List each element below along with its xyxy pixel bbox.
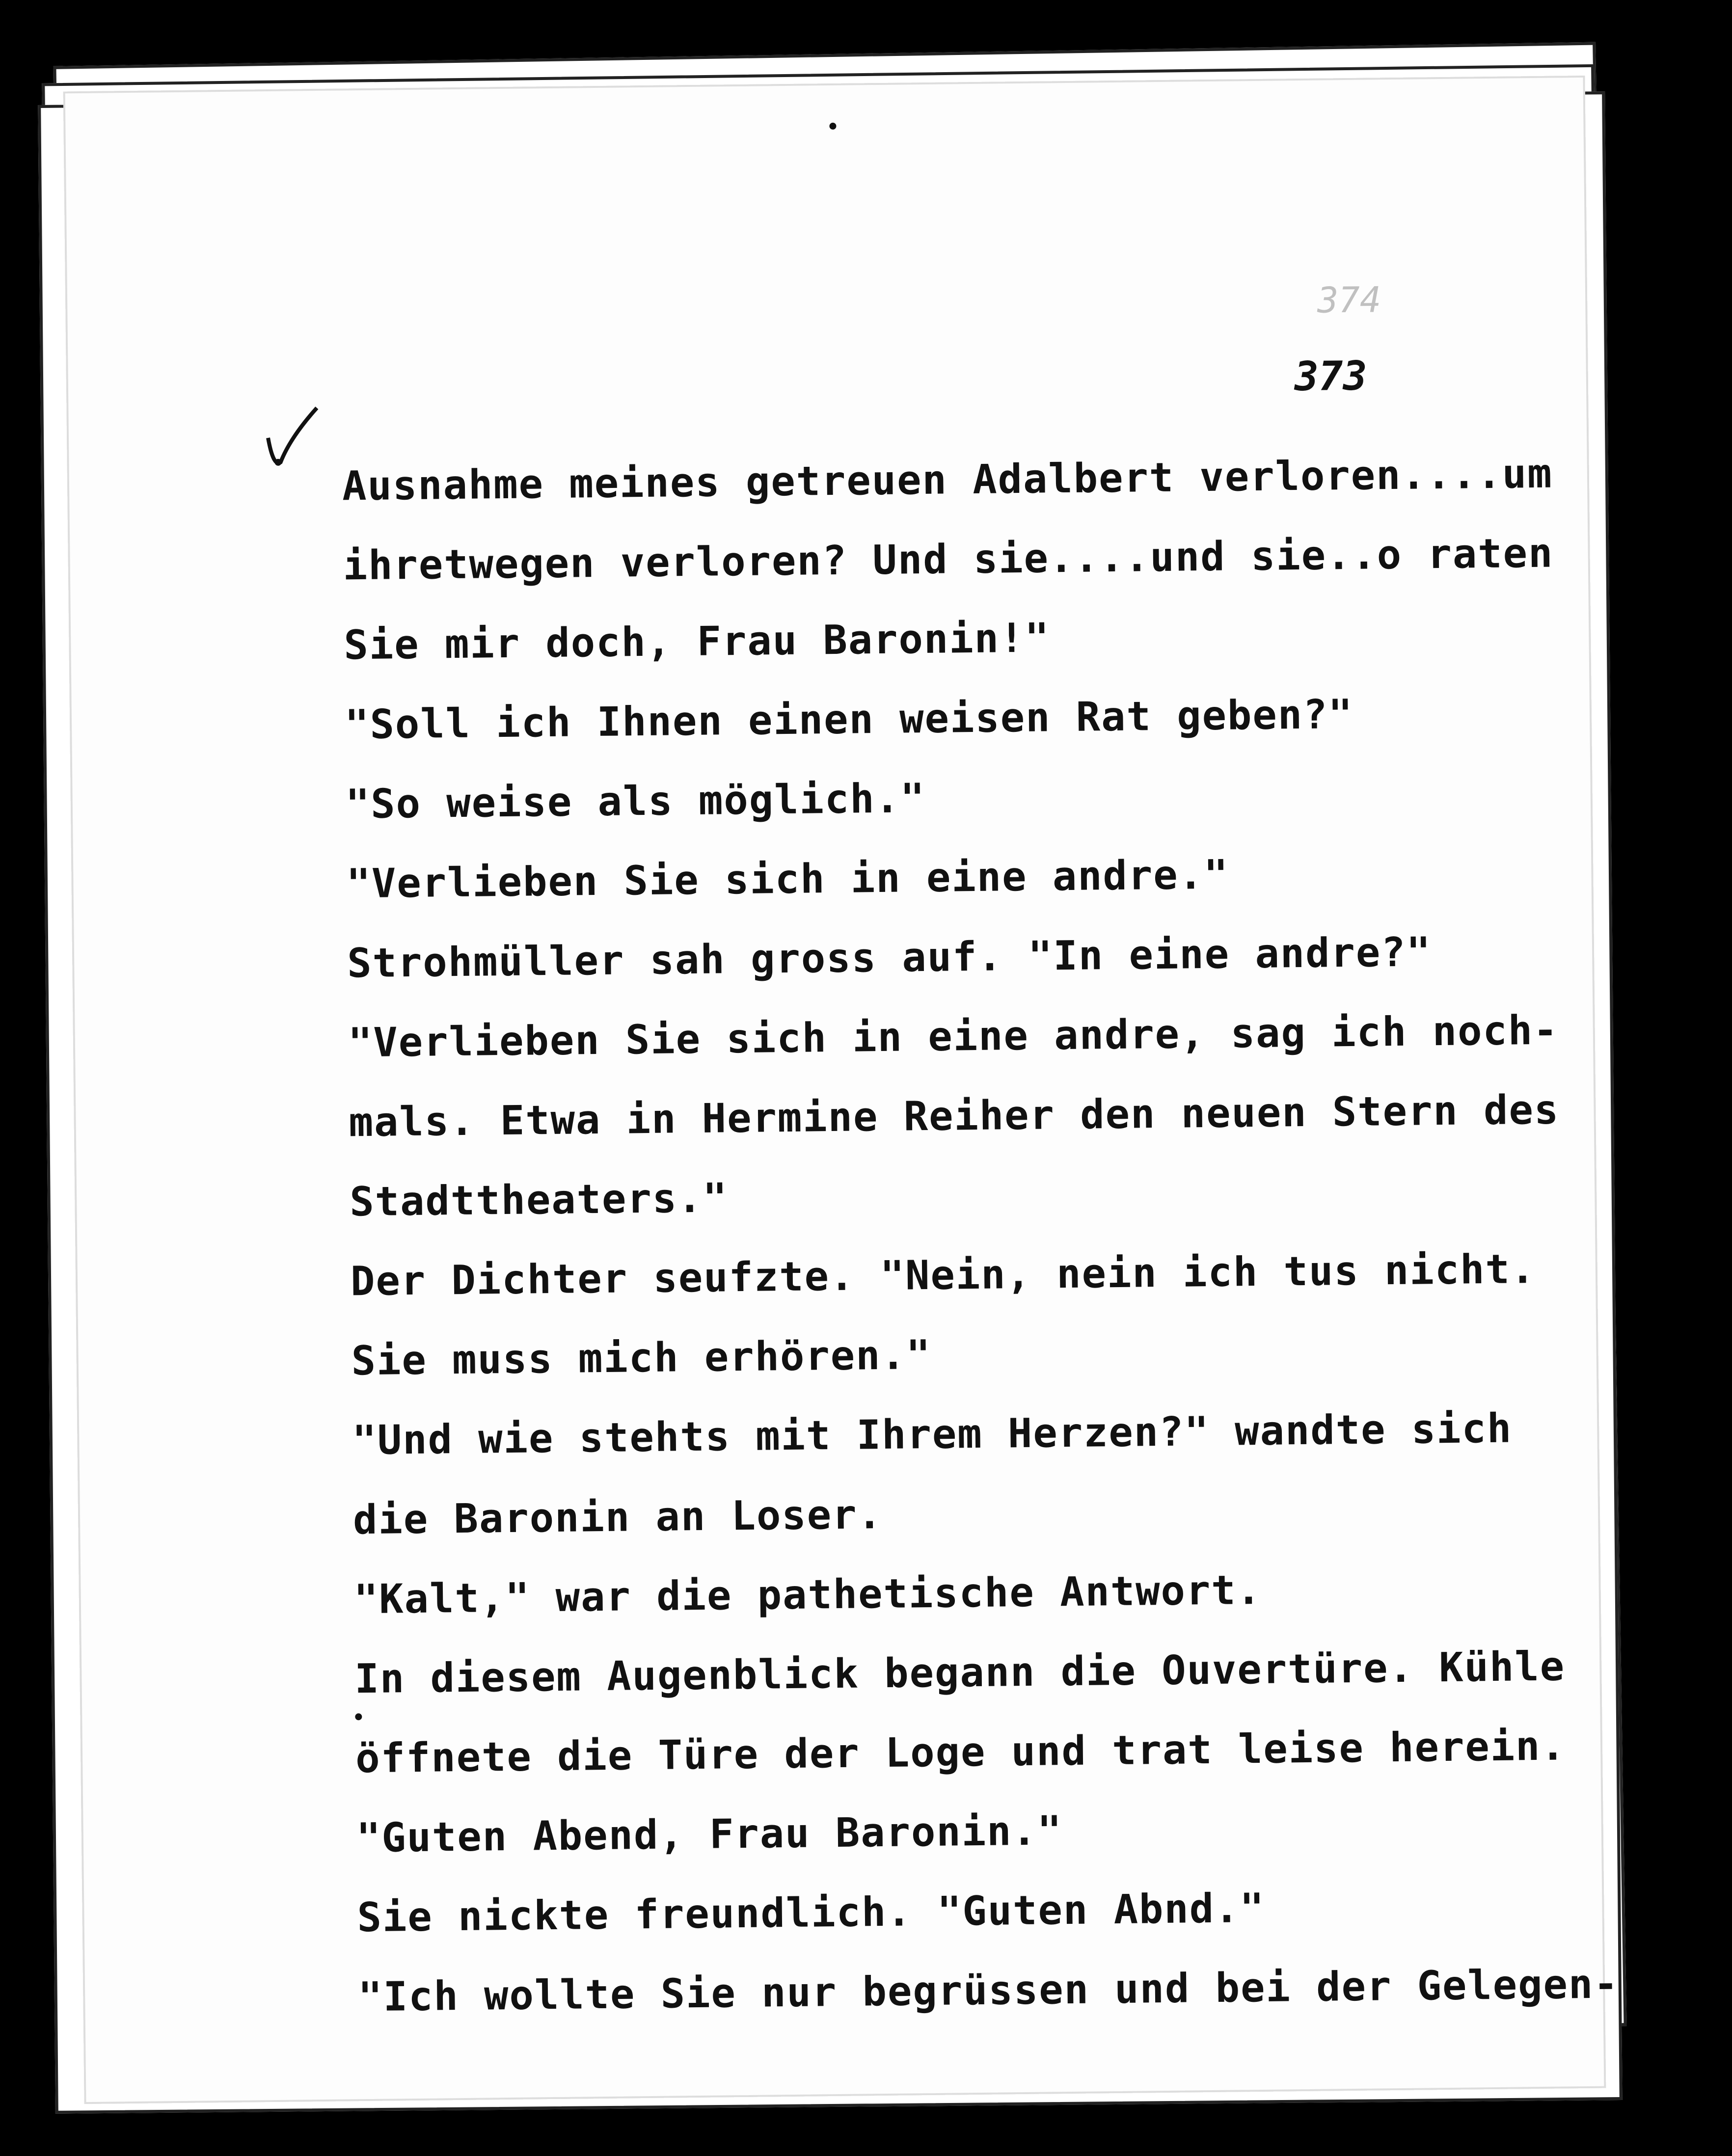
text-line: Ausnahme meines getreuen Adalbert verloren....um	[342, 450, 1553, 510]
ink-dot	[829, 123, 836, 130]
text-line: "So weise als möglich."	[345, 775, 926, 828]
text-line: "Verlieben Sie sich in eine andre."	[346, 851, 1229, 908]
text-line: Stadttheaters."	[349, 1175, 729, 1226]
text-line: In diesem Augenblick begann die Ouvertüre. Kühle	[354, 1643, 1566, 1703]
text-line: Sie mir doch, Frau Baronin!"	[343, 615, 1051, 669]
text-line: ihretwegen verloren? Und sie....und sie..o raten	[343, 530, 1554, 590]
text-line: "Und wie stehts mit Ihrem Herzen?" wandte sich	[352, 1405, 1513, 1464]
text-line: "Soll ich Ihnen einen weisen Rat geben?"	[344, 691, 1354, 749]
body-text	[342, 434, 1620, 2038]
text-line: Strohmüller sah gross auf. "In eine andre?"	[347, 929, 1432, 987]
text-line: "Verlieben Sie sich in eine andre, sag ich noch-	[348, 1007, 1559, 1067]
text-line: "Ich wollte Sie nur begrüssen und bei der Gelegen-	[357, 1961, 1620, 2021]
page-number: 373	[1294, 352, 1368, 401]
text-line: die Baronin an Loser.	[352, 1491, 883, 1544]
typewritten-page	[63, 76, 1620, 2104]
check-mark-icon	[263, 403, 323, 477]
text-line: "Kalt," war die pathetische Antwort.	[353, 1566, 1262, 1623]
text-line: Sie nickte freundlich. "Guten Abnd."	[357, 1885, 1266, 1941]
text-line: mals. Etwa in Hermine Reiher den neuen Stern des	[349, 1086, 1560, 1146]
ghost-page-number: 374	[1317, 279, 1381, 321]
text-line: Der Dichter seufzte. "Nein, nein ich tus nicht.	[350, 1246, 1536, 1305]
text-line: Sie muss mich erhören."	[351, 1331, 932, 1385]
text-line: "Guten Abend, Frau Baronin."	[356, 1807, 1063, 1862]
text-line: öffnete die Türe der Loge und trat leise herein.	[355, 1723, 1567, 1782]
